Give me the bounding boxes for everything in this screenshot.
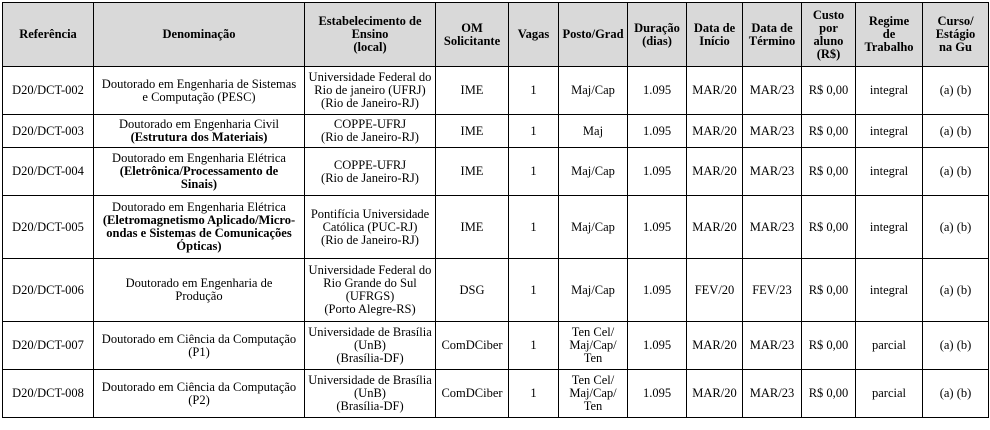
cell-posto-grad-line: Maj/Cap: [571, 219, 615, 234]
table-row: [3, 322, 989, 370]
header-line: Posto/Grad: [562, 27, 624, 41]
cell-denominacao: [94, 322, 305, 370]
denominacao-line: Doutorado em Engenharia Elétrica: [112, 151, 286, 165]
header-line: Duração: [634, 20, 680, 35]
cell-posto-grad: [559, 115, 628, 148]
cell-referencia: D20/DCT-003: [3, 115, 94, 148]
cell-duracao: 1.095: [628, 148, 687, 196]
denominacao-line: (P1): [188, 344, 210, 359]
cell-curso-estagio: (a) (b): [923, 322, 989, 370]
cell-vagas: 1: [509, 370, 559, 418]
header-line: Data de: [693, 20, 736, 35]
cell-regime: integral: [856, 196, 923, 259]
cell-duracao: 1.095: [628, 115, 687, 148]
cell-data-inicio: MAR/20: [687, 115, 743, 148]
denominacao-line: (Estrutura dos Materiais): [130, 130, 268, 144]
header-line: Data de: [751, 20, 793, 35]
header-line: Término: [748, 33, 796, 48]
cell-duracao: 1.095: [628, 322, 687, 370]
cell-curso-estagio: (a) (b): [923, 259, 989, 322]
cell-posto-grad-line: Maj/Cap: [571, 83, 615, 97]
header-line: OM: [461, 20, 483, 35]
cell-data-inicio: FEV/20: [687, 259, 743, 322]
cell-curso-estagio: (a) (b): [923, 196, 989, 259]
cell-posto-grad-line: Maj/Cap: [571, 282, 615, 297]
cell-posto-grad-line: Ten Cel/: [571, 373, 615, 387]
cell-estabelecimento-line: Universidade de Brasília: [308, 373, 432, 387]
denominacao-line: Sinais): [180, 177, 218, 191]
header-line: Referência: [19, 27, 77, 41]
cell-data-termino: MAR/23: [743, 115, 802, 148]
cell-data-termino: FEV/23: [743, 259, 802, 322]
cell-data-inicio: MAR/20: [687, 370, 743, 418]
cell-custo: R$ 0,00: [802, 259, 856, 322]
cell-estabelecimento-line: (UFRGS): [345, 289, 395, 303]
cell-posto-grad-line: Maj/Cap/: [569, 338, 617, 352]
header-data-inicio: [687, 3, 743, 67]
cell-estabelecimento-line: (Brasília-DF): [336, 351, 404, 365]
cell-curso-estagio: (a) (b): [923, 67, 989, 115]
header-row: [3, 3, 989, 67]
cell-duracao: 1.095: [628, 67, 687, 115]
cell-custo: R$ 0,00: [802, 370, 856, 418]
cell-estabelecimento-line: (Brasília-DF): [336, 399, 404, 413]
cell-vagas: 1: [509, 115, 559, 148]
table-row: [3, 67, 989, 115]
cell-om-solicitante: IME: [436, 67, 509, 115]
table-body: [3, 67, 989, 418]
header-posto-grad: [559, 3, 628, 67]
header-line: de: [882, 27, 896, 41]
cell-duracao: 1.095: [628, 259, 687, 322]
cell-referencia: D20/DCT-006: [3, 259, 94, 322]
header-curso-estagio: [923, 3, 989, 67]
cell-custo: R$ 0,00: [802, 67, 856, 115]
cell-denominacao: [94, 259, 305, 322]
header-line: (R$): [816, 46, 841, 61]
cell-data-inicio: MAR/20: [687, 196, 743, 259]
header-line: Curso/: [937, 14, 974, 28]
denominacao-line: Produção: [175, 289, 223, 303]
denominacao-line: Doutorado em Ciência da Computação: [101, 331, 297, 346]
cell-estabelecimento: [305, 67, 436, 115]
header-line: Trabalho: [864, 40, 914, 54]
cell-posto-grad-line: Ten Cel/: [571, 325, 615, 339]
cell-posto-grad: [559, 370, 628, 418]
cell-vagas: 1: [509, 196, 559, 259]
cell-regime: integral: [856, 148, 923, 196]
header-line: Regime: [868, 14, 910, 28]
cell-posto-grad-line: Maj/Cap/: [569, 386, 617, 400]
header-line: Início: [699, 33, 730, 48]
cell-regime: integral: [856, 115, 923, 148]
cell-om-solicitante: DSG: [436, 259, 509, 322]
header-line: por: [819, 20, 838, 35]
cell-referencia: D20/DCT-008: [3, 370, 94, 418]
cell-estabelecimento: [305, 196, 436, 259]
denominacao-line: Doutorado em Ciência da Computação: [101, 379, 297, 394]
cell-posto-grad-line: Ten: [583, 351, 603, 365]
cell-estabelecimento: [305, 148, 436, 196]
header-line: Denominação: [162, 27, 236, 41]
cell-referencia: D20/DCT-007: [3, 322, 94, 370]
table-row: [3, 115, 989, 148]
cell-denominacao: [94, 370, 305, 418]
denominacao-line: (P2): [188, 392, 210, 407]
denominacao-line: Doutorado em Engenharia de: [125, 276, 273, 290]
header-referencia: [3, 3, 94, 67]
cell-estabelecimento-line: Rio de janeiro (UFRJ): [314, 83, 426, 97]
cell-custo: R$ 0,00: [802, 148, 856, 196]
cell-data-termino: MAR/23: [743, 322, 802, 370]
cell-om-solicitante: IME: [436, 115, 509, 148]
cell-estabelecimento: [305, 115, 436, 148]
cell-posto-grad: [559, 148, 628, 196]
cell-data-termino: MAR/23: [743, 196, 802, 259]
cell-estabelecimento-line: (Rio de Janeiro-RJ): [321, 130, 419, 144]
cell-vagas: 1: [509, 148, 559, 196]
header-line: (local): [353, 40, 387, 54]
cell-curso-estagio: (a) (b): [923, 115, 989, 148]
cell-curso-estagio: (a) (b): [923, 370, 989, 418]
header-line: Solicitante: [443, 33, 501, 48]
cell-estabelecimento-line: Pontifícia Universidade: [310, 206, 430, 221]
header-line: Estágio: [935, 27, 976, 41]
table-row: [3, 196, 989, 259]
cell-regime: integral: [856, 259, 923, 322]
cell-posto-grad-line: Ten: [583, 399, 603, 413]
cell-denominacao: [94, 196, 305, 259]
cell-vagas: 1: [509, 322, 559, 370]
cell-posto-grad: [559, 322, 628, 370]
header-line: Vagas: [517, 27, 550, 41]
header-custo-por-aluno: [802, 3, 856, 67]
cell-duracao: 1.095: [628, 196, 687, 259]
cell-posto-grad-line: Maj/Cap: [571, 164, 615, 178]
cell-estabelecimento-line: COPPE-UFRJ: [333, 157, 407, 172]
cell-data-termino: MAR/23: [743, 148, 802, 196]
cell-referencia: D20/DCT-002: [3, 67, 94, 115]
cell-custo: R$ 0,00: [802, 115, 856, 148]
cell-custo: R$ 0,00: [802, 196, 856, 259]
header-line: aluno: [813, 33, 844, 48]
cell-estabelecimento-line: (Rio de Janeiro-RJ): [321, 170, 419, 185]
cell-data-inicio: MAR/20: [687, 322, 743, 370]
header-om-solicitante: [436, 3, 509, 67]
header-line: (dias): [642, 33, 672, 48]
header-denominacao: [94, 3, 305, 67]
header-line: na Gu: [938, 40, 972, 54]
cell-duracao: 1.095: [628, 370, 687, 418]
cell-data-inicio: MAR/20: [687, 67, 743, 115]
cell-regime: parcial: [856, 322, 923, 370]
header-data-termino: [743, 3, 802, 67]
cell-curso-estagio: (a) (b): [923, 148, 989, 196]
table-row: [3, 148, 989, 196]
cell-posto-grad: [559, 196, 628, 259]
cell-posto-grad: [559, 67, 628, 115]
denominacao-line: Doutorado em Engenharia Civil: [118, 117, 280, 131]
cell-estabelecimento-line: (UnB): [354, 338, 386, 352]
table-header: [3, 3, 989, 67]
cell-estabelecimento: [305, 370, 436, 418]
cell-om-solicitante: ComDCiber: [436, 370, 509, 418]
cell-om-solicitante: ComDCiber: [436, 322, 509, 370]
cell-estabelecimento-line: Rio Grande do Sul: [323, 276, 417, 290]
cell-vagas: 1: [509, 259, 559, 322]
cell-estabelecimento-line: Católica (PUC-RJ): [322, 219, 418, 234]
cell-custo: R$ 0,00: [802, 322, 856, 370]
denominacao-line: ondas e Sistemas de Comunicações: [106, 226, 292, 240]
cell-denominacao: [94, 67, 305, 115]
cell-estabelecimento-line: COPPE-UFRJ: [333, 117, 407, 131]
header-regime-trabalho: [856, 3, 923, 67]
cell-posto-grad: [559, 259, 628, 322]
cell-estabelecimento: [305, 259, 436, 322]
denominacao-line: Ópticas): [176, 239, 222, 253]
table-row: [3, 370, 989, 418]
denominacao-line: Doutorado em Engenharia Elétrica: [112, 200, 286, 214]
cell-estabelecimento-line: (UnB): [354, 386, 386, 400]
cell-referencia: D20/DCT-004: [3, 148, 94, 196]
cell-estabelecimento-line: Universidade de Brasília: [308, 325, 432, 339]
header-duracao: [628, 3, 687, 67]
denominacao-line: e Computação (PESC): [142, 89, 256, 104]
cell-data-inicio: MAR/20: [687, 148, 743, 196]
cell-posto-grad-line: Maj: [582, 123, 604, 138]
table-row: [3, 259, 989, 322]
cell-vagas: 1: [509, 67, 559, 115]
header-line: Ensino: [351, 27, 389, 41]
cell-estabelecimento: [305, 322, 436, 370]
cell-data-termino: MAR/23: [743, 370, 802, 418]
cell-estabelecimento-line: (Porto Alegre-RS): [324, 302, 416, 316]
header-line: Custo: [812, 7, 845, 22]
cell-denominacao: [94, 148, 305, 196]
cell-referencia: D20/DCT-005: [3, 196, 94, 259]
header-vagas: [509, 3, 559, 67]
cell-data-termino: MAR/23: [743, 67, 802, 115]
header-estabelecimento: [305, 3, 436, 67]
cell-estabelecimento-line: Universidade Federal do: [308, 263, 432, 277]
header-line: Estabelecimento de: [318, 14, 422, 28]
denominacao-line: (Eletrônica/Processamento de: [119, 164, 279, 178]
cell-regime: integral: [856, 67, 923, 115]
denominacao-line: Doutorado em Engenharia de Sistemas: [101, 76, 297, 91]
cell-estabelecimento-line: (Rio de Janeiro-RJ): [321, 232, 419, 247]
denominacao-line: (Eletromagnetismo Aplicado/Micro-: [102, 213, 296, 227]
courses-table: [2, 2, 989, 418]
cell-om-solicitante: IME: [436, 148, 509, 196]
cell-denominacao: [94, 115, 305, 148]
cell-estabelecimento-line: (Rio de Janeiro-RJ): [321, 96, 419, 110]
cell-om-solicitante: IME: [436, 196, 509, 259]
cell-estabelecimento-line: Universidade Federal do: [308, 70, 432, 84]
cell-regime: parcial: [856, 370, 923, 418]
